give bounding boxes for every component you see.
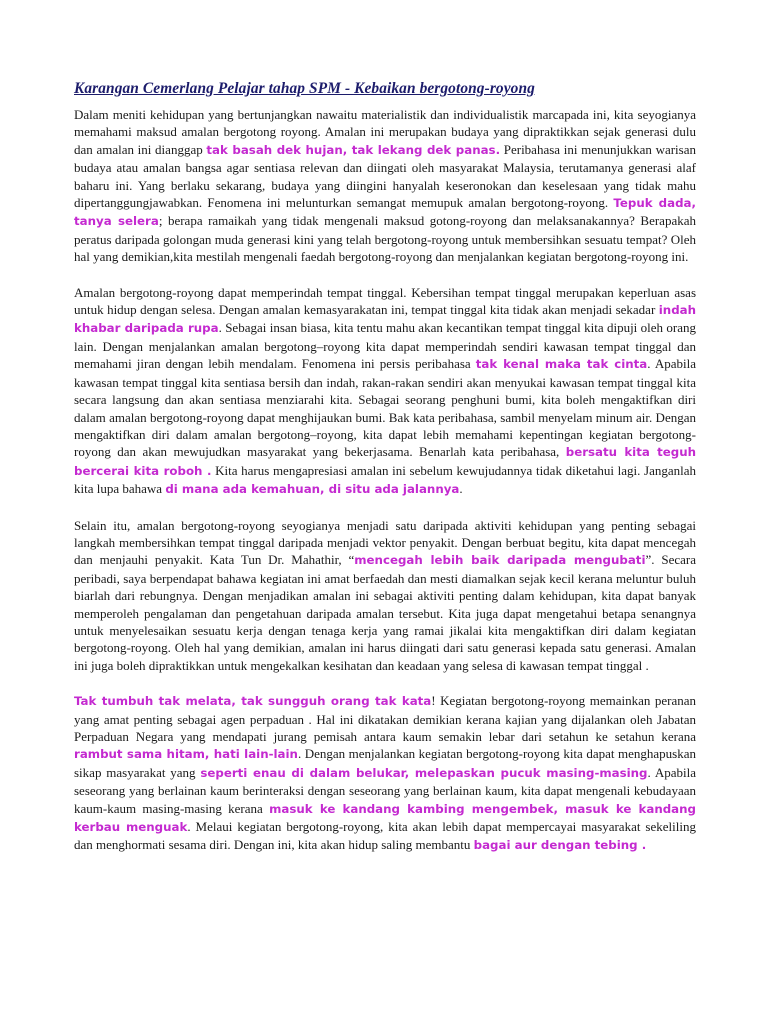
- proverb-highlight: tak basah dek hujan, tak lekang dek panas.: [206, 142, 501, 157]
- text-segment: Dalam meniti kehidupan yang bertunjangkan nawaitu materialistik dan individualistik marcapada ini, kita seyogianya memahami maksud amalan bergotong royong. Amalan ini merupakan budaya yang dipraktikkan sejak generasi dulu dan amalan ini dianggap: [74, 107, 696, 157]
- text-segment: . Melaui kegiatan bergotong-royong, kita akan lebih dapat mempercayai masyarakat sekeliling dan menghormati sesama diri. Dengan ini, kita akan hidup saling membantu: [74, 819, 696, 853]
- document-title: Karangan Cemerlang Pelajar tahap SPM - Kebaikan bergotong-royong: [74, 80, 535, 97]
- text-segment: Amalan bergotong-royong dapat memperindah tempat tinggal. Kebersihan tempat tinggal merupakan keperluan asas untuk hidup dengan selesa. Dengan amalan kemasyarakatan ini, tempat tinggal kita tidak akan menjadi sekadar: [74, 284, 696, 318]
- proverb-highlight: bagai aur dengan tebing .: [473, 838, 647, 853]
- text-segment: ! Kegiatan bergotong-royong memainkan peranan yang amat penting sebagai agen perpaduan . Hal ini dikatakan demikian kerana kajian yang dijalankan oleh Jabatan Perpaduan Negara yang mendapati jurang pemisah antara kaum semakin lebar dari setahun ke setahun kerana: [74, 693, 697, 744]
- proverb-highlight: seperti enau di dalam belukar, melepaskan pucuk masing-masing: [200, 765, 648, 780]
- text-segment: ; berapa ramaikah yang tidak mengenali maksud gotong-royong dan melaksanakannya? Berapakah peratus daripada golongan muda generasi kini yang telah bergotong-royong untuk membersihkan sesuatu tempat? Oleh hal yang demikian,kita mestilah mengenali faedah bergotong-royong dan menjalankan kegiatan bergotong-royong ini.: [74, 213, 696, 265]
- proverb-highlight: tak kenal maka tak cinta: [475, 357, 648, 372]
- text-segment: . Apabila seseorang yang berlainan kaum berinteraksi dengan seseorang yang berlainan kaum, kita dapat mengenali kebudayaan kaum-kaum masing-masing kerana: [74, 764, 696, 816]
- paragraph-4: [74, 692, 696, 855]
- text-segment: . Sebagai insan biasa, kita tentu mahu akan kecantikan tempat tinggal kita dipuji oleh orang lain. Dengan menjalankan amalan bergotong–royong kita dapat memperindah sendiri kawasan tempat tinggal dan memahami jiran dengan lebih mendalam. Fenomena ini persis peribahasa: [74, 320, 696, 372]
- paragraph-3: [74, 517, 696, 675]
- text-segment: . Dengan menjalankan kegiatan bergotong-royong kita dapat menghapuskan sikap masyarakat yang: [74, 746, 696, 780]
- proverb-highlight: Tepuk dada, tanya selera: [74, 196, 696, 229]
- proverb-highlight: masuk ke kandang kambing mengembek, masuk ke kandang kerbau menguak: [74, 801, 696, 835]
- proverb-highlight: Tak tumbuh tak melata, tak sungguh orang tak kata: [74, 694, 432, 709]
- proverb-highlight: di mana ada kemahuan, di situ ada jalannya: [165, 482, 460, 497]
- proverb-highlight: bersatu kita teguh bercerai kita roboh .: [74, 445, 696, 478]
- text-segment: Selain itu, amalan bergotong-royong seyogianya menjadi satu daripada aktiviti kehidupan yang penting sebagai langkah membersihkan tempat tinggal daripada menjadi vektor penyakit. Dengan berbuat begitu, kita dapat mencegah dan menjauhi penyakit. Kata Tun Dr. Mahathir, “: [74, 517, 696, 568]
- proverb-highlight: mencegah lebih baik daripada mengubati: [354, 553, 646, 568]
- proverb-highlight: rambut sama hitam, hati lain-lain: [74, 747, 298, 762]
- paragraph-1: [74, 106, 696, 266]
- paragraph-2: [74, 284, 696, 499]
- text-segment: Peribahasa ini menunjukkan warisan budaya atau amalan bangsa agar sentiasa relevan dan diingati oleh masyarakat Malaysia, terutamanya generasi alaf baharu ini. Yang berlaku sekarang, budaya yang diingini hanyalah keseronokan dan keselesaan yang tidak mahu dipertanggungjawabkan. Fenomena ini melunturkan semangat memupuk amalan bergotong-royong.: [74, 141, 697, 211]
- text-segment: . Apabila kawasan tempat tinggal kita sentiasa bersih dan indah, rakan-rakan sendiri akan menyukai kawasan tempat tinggal kita secara langsung dan akan sentiasa menziarahi kita. Sebagai seorang penghuni bumi, kita boleh mengaktifkan diri dalam amalan bergotong-royong dapat menghijaukan bumi. Bak kata peribahasa, sambil menyelam minum air. Dengan mengaktifkan diri dalam amalan bergotong–royong, kita dapat lebih memahami kepentingan kegiatan bergotong-royong dan akan mewujudkan masyarakat yang bekerjasama. Benarlah kata peribahasa,: [74, 356, 696, 460]
- text-segment: .: [459, 481, 463, 497]
- text-segment: Kita harus mengapresiasi amalan ini sebelum kewujudannya tidak diketahui lagi. Janganlah kita lupa bahawa: [74, 462, 696, 497]
- proverb-highlight: indah khabar daripada rupa: [74, 303, 696, 336]
- text-segment: ”. Secara peribadi, saya berpendapat bahawa kegiatan ini amat berfaedah dan mesti diamalkan sejak kecil kerana meluntur buluh biarlah dari rebungnya. Dengan menjadikan amalan ini sebagai aktiviti penting dalam kehidupan, kita dapat banyak memperoleh pengalaman dan pengetahuan daripada amalan tersebut. Kita juga dapat mengetahui betapa senangnya untuk menyelesaikan sesuatu kerja dengan tenaga kerja yang ramai jikalai kita mengaktifkan diri dalam kegiatan bergotong-royong. Oleh hal yang demikian, amalan ini harus diingati dari satu generasi kepada satu generasi. Amalan ini juga boleh dipraktikkan untuk mengekalkan kesihatan dan keadaan yang selesa di kawasan tempat tinggal .: [74, 552, 696, 673]
